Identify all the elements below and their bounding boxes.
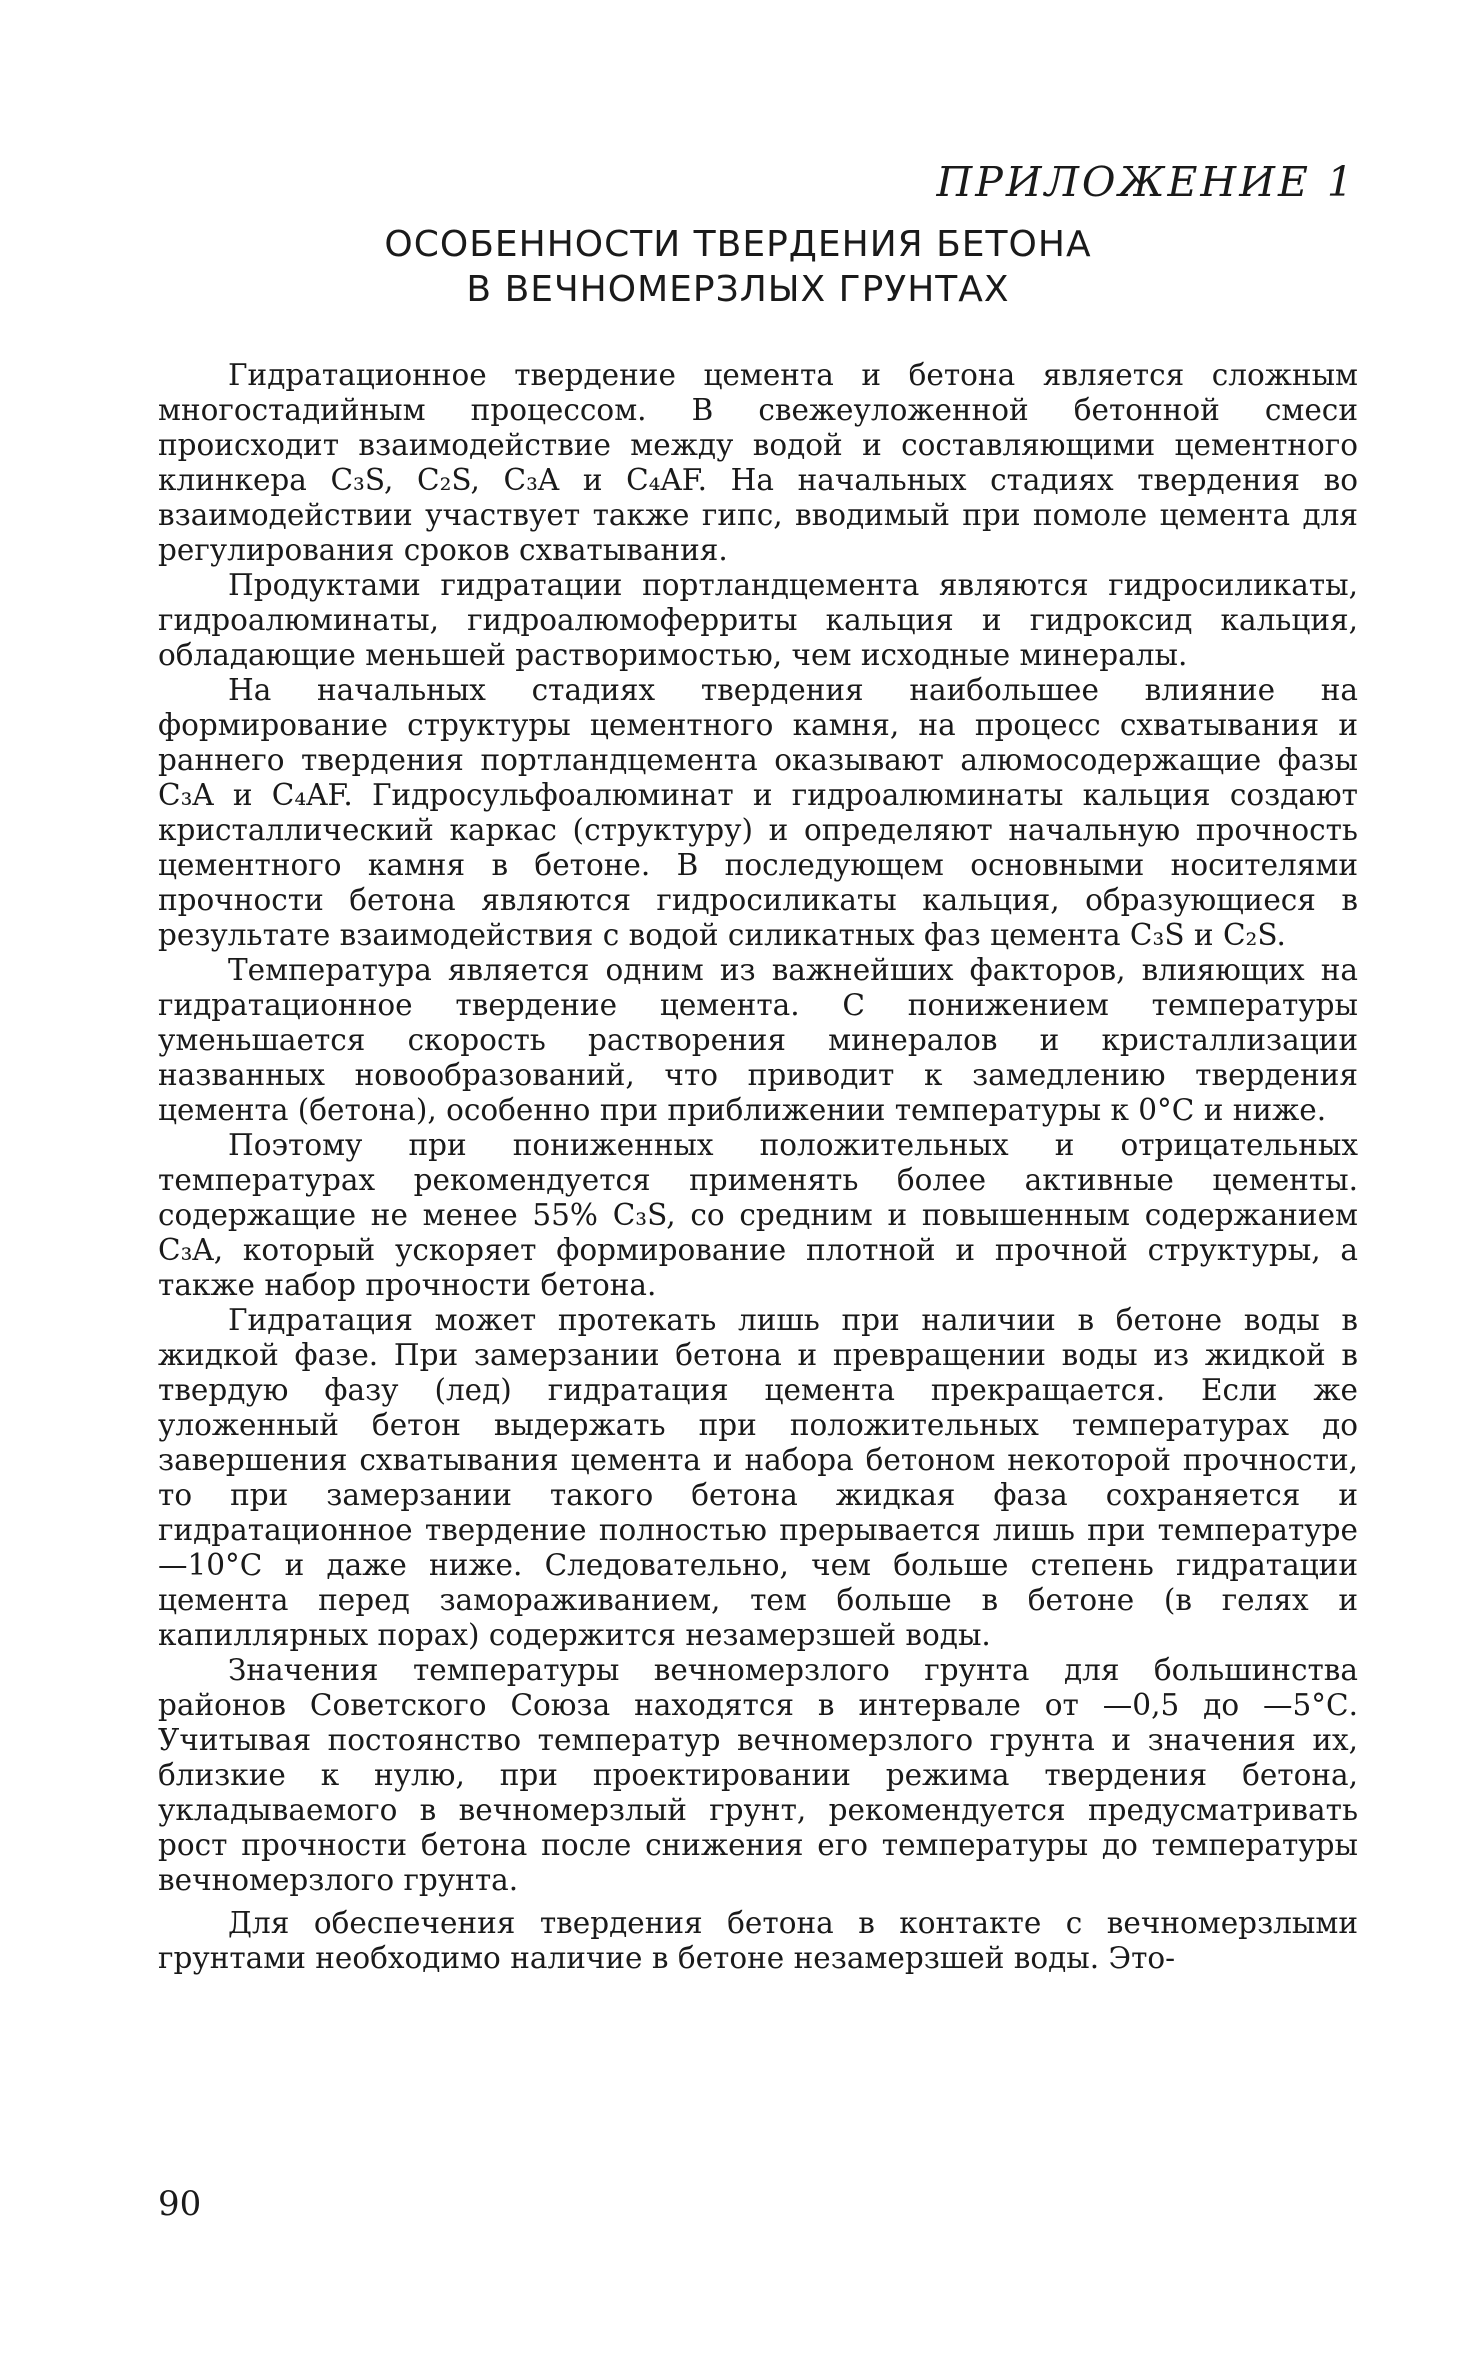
page-number: 90 [158, 2184, 202, 2224]
body-text [158, 358, 1358, 1976]
paragraph-2: Продуктами гидратации портландцемента являются гидросиликаты, гидроалюминаты, гидроалюмоферриты кальция и гидроксид кальция, обладающие меньшей растворимостью, чем исходные минералы. [158, 568, 1358, 672]
paragraph-6: Гидратация может протекать лишь при наличии в бетоне воды в жидкой фазе. При замерзании бетона и превращении воды из жидкой в твердую фазу (лед) гидратация цемента прекращается. Если же уложенный бетон выдержать при положительных температурах до завершения схватывания цемента и набора бетоном некоторой прочности, то при замерзании такого бетона жидкая фаза сохраняется и гидратационное твердение полностью прерывается лишь при температуре —10°С и даже ниже. Следовательно, чем больше степень гидратации цемента перед замораживанием, тем больше в бетоне (в гелях и капиллярных порах) содержится незамерзшей воды. [158, 1303, 1358, 1652]
appendix-label: ПРИЛОЖЕНИЕ 1 [936, 158, 1356, 206]
paragraph-4: Температура является одним из важнейших факторов, влияющих на гидратационное твердение цемента. С понижением температуры уменьшается скорость растворения минералов и кристаллизации названных новообразований, что приводит к замедлению твердения цемента (бетона), особенно при приближении температуры к 0°С и ниже. [158, 953, 1358, 1127]
section-title-line-1: ОСОБЕННОСТИ ТВЕРДЕНИЯ БЕТОНА [384, 224, 1092, 265]
paragraph-7: Значения температуры вечномерзлого грунта для большинства районов Советского Союза находятся в интервале от —0,5 до —5°С. Учитывая постоянство температур вечномерзлого грунта и значения их, близкие к нулю, при проектировании режима твердения бетона, укладываемого в вечномерзлый грунт, рекомендуется предусматривать рост прочности бетона после снижения его температуры до температуры вечномерзлого грунта. [158, 1653, 1358, 1897]
paragraph-1: Гидратационное твердение цемента и бетона является сложным многостадийным процессом. В свежеуложенной бетонной смеси происходит взаимодействие между водой и составляющими цементного клинкера C₃S, C₂S, C₃A и C₄AF. На начальных стадиях твердения во взаимодействии участвует также гипс, вводимый при помоле цемента для регулирования сроков схватывания. [158, 358, 1358, 567]
paragraph-3: На начальных стадиях твердения наибольшее влияние на формирование структуры цементного камня, на процесс схватывания и раннего твердения портландцемента оказывают алюмосодержащие фазы C₃A и C₄AF. Гидросульфоалюминат и гидроалюминаты кальция создают кристаллический каркас (структуру) и определяют начальную прочность цементного камня в бетоне. В последующем основными носителями прочности бетона являются гидросиликаты кальция, образующиеся в результате взаимодействия с водой силикатных фаз цемента C₃S и C₂S. [158, 673, 1358, 952]
section-title [0, 222, 1476, 312]
paragraph-8: Для обеспечения твердения бетона в контакте с вечномерзлыми грунтами необходимо наличие в бетоне незамерзшей воды. Это- [158, 1906, 1358, 1975]
section-title-line-2: В ВЕЧНОМЕРЗЛЫХ ГРУНТАХ [466, 269, 1010, 310]
paragraph-5: Поэтому при пониженных положительных и отрицательных температурах рекомендуется применять более активные цементы. содержащие не менее 55% C₃S, со средним и повышенным содержанием C₃A, который ускоряет формирование плотной и прочной структуры, а также набор прочности бетона. [158, 1128, 1358, 1302]
